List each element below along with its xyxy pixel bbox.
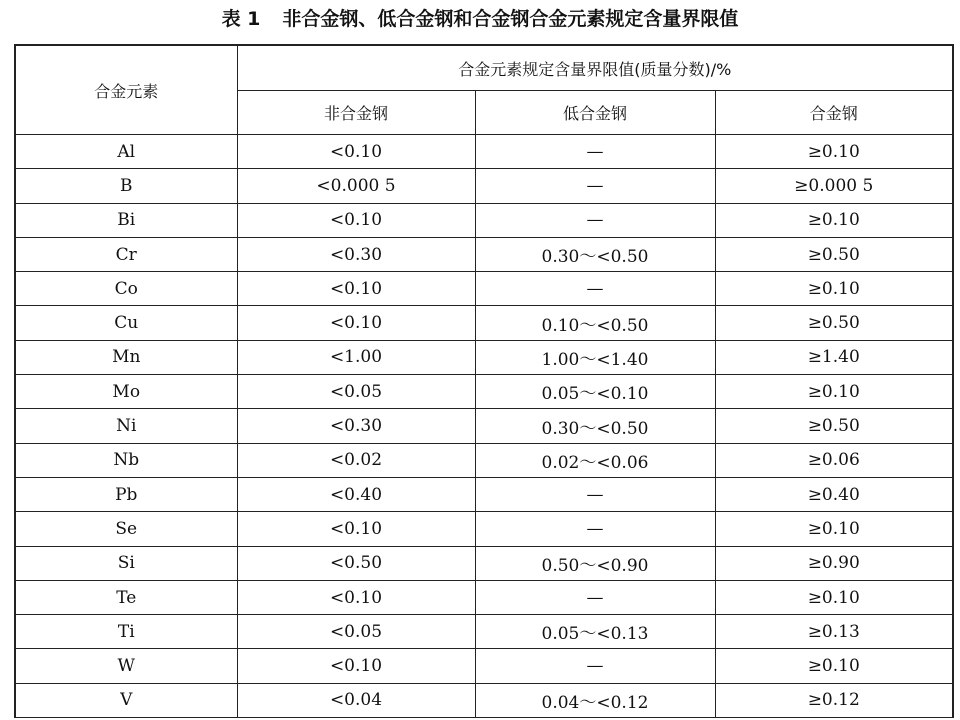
alloy-cell: ≥0.10 — [715, 272, 953, 306]
table-row — [15, 203, 953, 237]
element-column-header: 合金元素 — [15, 45, 237, 135]
low-alloy-cell: 0.30～<0.50 — [475, 237, 715, 271]
low-alloy-cell: 0.10～<0.50 — [475, 306, 715, 340]
table-title: 非合金钢、低合金钢和合金钢合金元素规定含量界限值 — [282, 8, 739, 30]
element-cell: Nb — [15, 443, 237, 477]
element-cell: Mo — [15, 375, 237, 409]
table-row — [15, 237, 953, 271]
alloy-cell: ≥0.40 — [715, 477, 953, 511]
non-alloy-cell: <0.10 — [237, 135, 475, 169]
alloy-cell: ≥1.40 — [715, 340, 953, 374]
non-alloy-cell: <0.10 — [237, 203, 475, 237]
non-alloy-cell: <0.000 5 — [237, 169, 475, 203]
non-alloy-cell: <0.05 — [237, 375, 475, 409]
alloy-cell: ≥0.10 — [715, 512, 953, 546]
low-alloy-cell: 0.50～<0.90 — [475, 546, 715, 580]
alloy-cell: ≥0.50 — [715, 237, 953, 271]
non-alloy-cell: <0.40 — [237, 477, 475, 511]
non-alloy-cell: <0.04 — [237, 683, 475, 717]
table-caption — [0, 4, 960, 34]
table-row — [15, 272, 953, 306]
low-alloy-cell: 0.04～<0.12 — [475, 683, 715, 717]
group-column-header: 合金元素规定含量界限值(质量分数)/% — [237, 45, 953, 91]
non-alloy-cell: <1.00 — [237, 340, 475, 374]
table-row — [15, 135, 953, 169]
low-alloy-cell: — — [475, 272, 715, 306]
table-row — [15, 306, 953, 340]
element-cell: Co — [15, 272, 237, 306]
low-alloy-cell: — — [475, 649, 715, 683]
non-alloy-cell: <0.10 — [237, 272, 475, 306]
table-row — [15, 546, 953, 580]
element-cell: Pb — [15, 477, 237, 511]
element-cell: Mn — [15, 340, 237, 374]
element-cell: W — [15, 649, 237, 683]
alloy-cell: ≥0.10 — [715, 375, 953, 409]
element-cell: Se — [15, 512, 237, 546]
low-alloy-cell: 0.02～<0.06 — [475, 443, 715, 477]
low-alloy-cell: 0.30～<0.50 — [475, 409, 715, 443]
non-alloy-cell: <0.10 — [237, 649, 475, 683]
table-row — [15, 615, 953, 649]
element-cell: Ti — [15, 615, 237, 649]
low-alloy-cell: — — [475, 580, 715, 614]
table-number: 表 1 — [221, 8, 261, 30]
alloy-cell: ≥0.06 — [715, 443, 953, 477]
table-row — [15, 683, 953, 717]
low-alloy-cell: — — [475, 477, 715, 511]
table-body — [15, 135, 953, 718]
column-header-low-alloy: 低合金钢 — [475, 91, 715, 135]
element-cell: Cr — [15, 237, 237, 271]
header-row-group — [15, 45, 953, 91]
non-alloy-cell: <0.10 — [237, 512, 475, 546]
alloy-cell: ≥0.50 — [715, 306, 953, 340]
alloy-cell: ≥0.10 — [715, 580, 953, 614]
non-alloy-cell: <0.10 — [237, 306, 475, 340]
low-alloy-cell: — — [475, 512, 715, 546]
table-row — [15, 512, 953, 546]
table-row — [15, 409, 953, 443]
element-cell: Ni — [15, 409, 237, 443]
column-header-non-alloy: 非合金钢 — [237, 91, 475, 135]
non-alloy-cell: <0.02 — [237, 443, 475, 477]
table-row — [15, 375, 953, 409]
alloy-cell: ≥0.12 — [715, 683, 953, 717]
alloy-cell: ≥0.10 — [715, 203, 953, 237]
table-row — [15, 580, 953, 614]
table-row — [15, 340, 953, 374]
element-cell: Si — [15, 546, 237, 580]
low-alloy-cell: — — [475, 169, 715, 203]
table-row — [15, 477, 953, 511]
non-alloy-cell: <0.50 — [237, 546, 475, 580]
element-cell: V — [15, 683, 237, 717]
alloy-cell: ≥0.10 — [715, 135, 953, 169]
table-row — [15, 443, 953, 477]
table-row — [15, 649, 953, 683]
low-alloy-cell: — — [475, 203, 715, 237]
non-alloy-cell: <0.05 — [237, 615, 475, 649]
low-alloy-cell: — — [475, 135, 715, 169]
alloy-cell: ≥0.90 — [715, 546, 953, 580]
low-alloy-cell: 1.00～<1.40 — [475, 340, 715, 374]
non-alloy-cell: <0.30 — [237, 237, 475, 271]
alloy-limits-table — [14, 44, 954, 718]
alloy-cell: ≥0.13 — [715, 615, 953, 649]
alloy-cell: ≥0.50 — [715, 409, 953, 443]
non-alloy-cell: <0.10 — [237, 580, 475, 614]
alloy-cell: ≥0.10 — [715, 649, 953, 683]
element-cell: B — [15, 169, 237, 203]
table-row — [15, 169, 953, 203]
alloy-cell: ≥0.000 5 — [715, 169, 953, 203]
element-cell: Te — [15, 580, 237, 614]
element-cell: Bi — [15, 203, 237, 237]
low-alloy-cell: 0.05～<0.13 — [475, 615, 715, 649]
element-cell: Cu — [15, 306, 237, 340]
low-alloy-cell: 0.05～<0.10 — [475, 375, 715, 409]
non-alloy-cell: <0.30 — [237, 409, 475, 443]
element-cell: Al — [15, 135, 237, 169]
column-header-alloy: 合金钢 — [715, 91, 953, 135]
